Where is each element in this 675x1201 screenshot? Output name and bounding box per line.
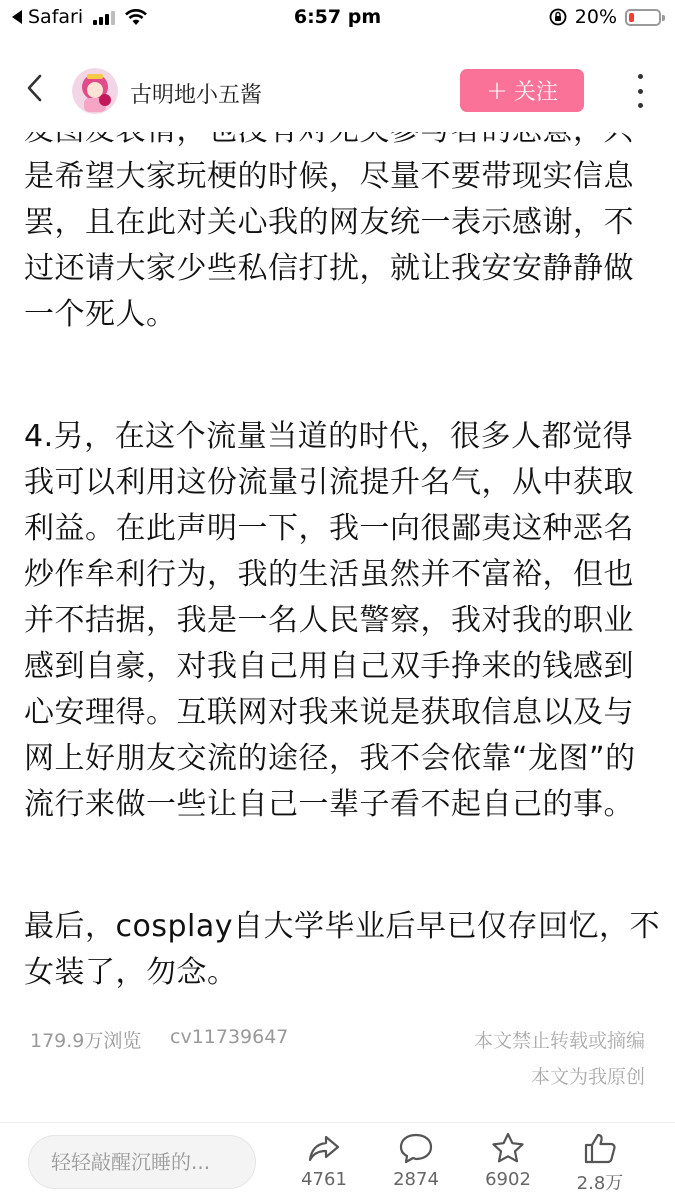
back-arrow-icon[interactable]	[20, 70, 50, 106]
follow-label: 关注	[513, 80, 558, 105]
like-button[interactable]	[560, 1131, 640, 1195]
article-paragraph: 是希望大家玩梗的时候，尽量不要带现实信息罢，且在此对关心我的网友统一表示感谢，不过还请大家少些私信打扰，就让我安安静静做一个死人。	[24, 159, 634, 332]
status-right	[549, 6, 661, 28]
comment-count: 2874	[393, 1169, 439, 1190]
battery-percent: 20%	[574, 6, 617, 28]
thumbs-up-icon	[582, 1131, 618, 1165]
view-count: 179.9万浏览	[30, 1030, 142, 1052]
star-icon	[490, 1131, 526, 1165]
article-id: cv11739647	[170, 1026, 289, 1048]
article-paragraph: 4.另，在这个流量当道的时代，很多人都觉得我可以利用这份流量引流提升名气，从中获取利益。在此声明一下，我一向很鄙夷这种恶名炒作牟利行为，我的生活虽然并不富裕，但也并不拮据，我是一名人民警察，我对我的职业感到自豪，对我自己用自己双手挣来的钱感到心安理得。互联网对我来说是获取信息以及与网上好朋友交流的途径，我不会依靠“龙图”的流行来做一些让自己一辈子看不起自己的事。	[24, 419, 636, 822]
like-count: 2.8万	[576, 1173, 624, 1194]
comment-input[interactable]: 轻轻敲醒沉睡的...	[28, 1135, 256, 1189]
comment-icon	[398, 1131, 434, 1165]
article-paragraph: 最后，cosplay自大学毕业后早已仅存回忆，不女装了，勿念。	[24, 909, 660, 990]
battery-icon	[625, 9, 661, 26]
comment-button[interactable]	[376, 1131, 456, 1190]
share-count: 4761	[301, 1169, 347, 1190]
avatar[interactable]	[72, 68, 118, 114]
status-time: 6:57 pm	[293, 6, 382, 28]
share-icon	[306, 1131, 342, 1165]
favorite-count: 6902	[485, 1169, 531, 1190]
back-app-label[interactable]: Safari	[28, 6, 84, 28]
article-header	[0, 48, 675, 132]
original-notice: 本文为我原创	[530, 1066, 645, 1088]
more-vertical-icon[interactable]	[628, 74, 652, 108]
copyright-notice: 本文禁止转载或摘编	[473, 1030, 645, 1052]
plus-icon: +	[486, 75, 508, 106]
bottom-action-bar	[0, 1122, 675, 1201]
favorite-button[interactable]	[468, 1131, 548, 1190]
share-button[interactable]	[284, 1131, 364, 1190]
article-meta	[0, 1020, 675, 1090]
status-bar	[0, 0, 675, 38]
article-body	[24, 120, 660, 996]
orientation-lock-icon	[549, 8, 567, 26]
follow-button[interactable]	[460, 69, 584, 112]
author-name[interactable]: 古明地小五酱	[130, 83, 263, 108]
